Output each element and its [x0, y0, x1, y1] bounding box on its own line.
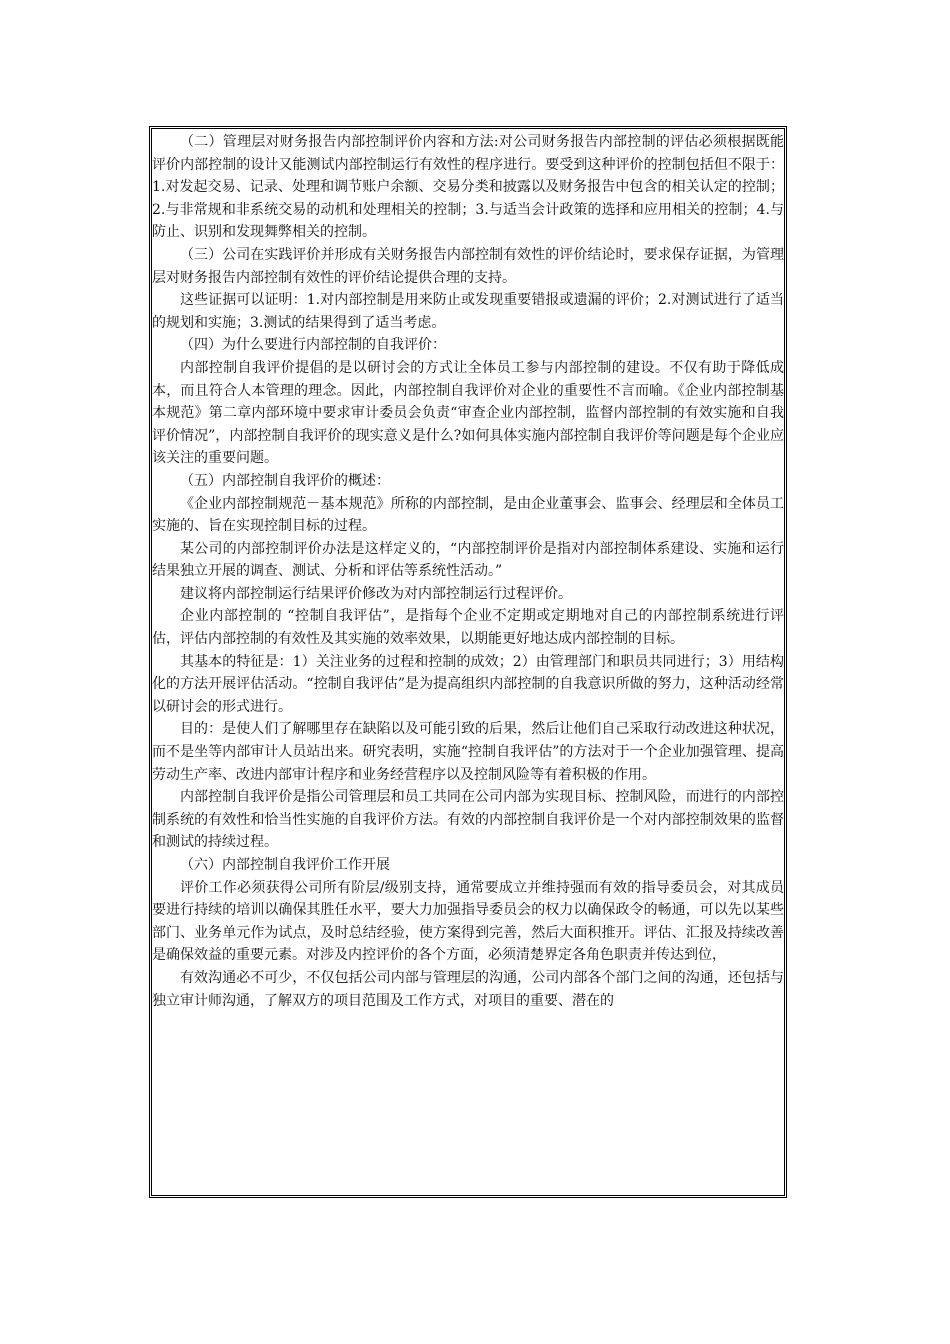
- paragraph: （四）为什么要进行内部控制的自我评价：: [180, 337, 446, 354]
- paragraph: （五）内部控制自我评价的概述：: [180, 472, 390, 489]
- paragraph: 企业内部控制的 “控制自我评估”，是指每个企业不定期或定期地对自己的内部控制系统进行评估，评估内部控制的有效性及其实施的效率效果，以期能更好地达成内部控制的目标。: [152, 608, 784, 648]
- paragraph: 《企业内部控制规范－基本规范》所称的内部控制，是由企业董事会、监事会、经理层和全体员工实施的、旨在实现控制目标的过程。: [152, 495, 784, 535]
- paragraph: 建议将内部控制运行结果评价修改为对内部控制运行过程评价。: [180, 585, 572, 602]
- paragraph: 其基本的特征是：1）关注业务的过程和控制的成效；2）由管理部门和职员共同进行；3）用结构化的方法开展评估活动。“控制自我评估”是为提高组织内部控制的自我意识所做的努力，这种活动经常以研讨会的形式进行。: [152, 653, 784, 715]
- document-body: [152, 129, 784, 1012]
- paragraph: 内部控制自我评价提倡的是以研讨会的方式让全体员工参与内部控制的建设。不仅有助于降低成本，而且符合人本管理的理念。因此，内部控制自我评价对企业的重要性不言而喻。《企业内部控制基本规范》第二章内部环境中要求审计委员会负责“审查企业内部控制，监督内部控制的有效实施和自我评价情况”，内部控制自我评价的现实意义是什么?如何具体实施内部控制自我评价等问题是每个企业应该关注的重要问题。: [152, 359, 784, 467]
- paragraph: （三）公司在实践评价并形成有关财务报告内部控制有效性的评价结论时，要求保存证据，为管理层对财务报告内部控制有效性的评价结论提供合理的支持。: [152, 246, 784, 286]
- paragraph: 这些证据可以证明：1.对内部控制是用来防止或发现重要错报或遗漏的评价；2.对测试进行了适当的规划和实施；3.测试的结果得到了适当考虑。: [152, 292, 784, 331]
- paragraph: （六）内部控制自我评价工作开展: [180, 857, 390, 873]
- paragraph: 评价工作必须获得公司所有阶层/级别支持，通常要成立并维持强而有效的指导委员会，对其成员要进行持续的培训以确保其胜任水平，要大力加强指导委员会的权力以确保政令的畅通，可以先以某些部门、业务单元作为试点，及时总结经验，使方案得到完善，然后大面积推开。评估、汇报及持续改善是确保效益的重要元素。对涉及内控评价的各个方面，必须清楚界定各角色职责并传达到位，: [152, 879, 784, 964]
- paragraph: 某公司的内部控制评价办法是这样定义的，“内部控制评价是指对内部控制体系建设、实施和运行结果独立开展的调查、测试、分析和评估等系统性活动。”: [152, 540, 784, 580]
- document-frame: [149, 126, 787, 1198]
- paragraph: 目的：是使人们了解哪里存在缺陷以及可能引致的后果，然后让他们自己采取行动改进这种状况，而不是坐等内部审计人员站出来。研究表明，实施“控制自我评估”的方法对于一个企业加强管理、提高劳动生产率、改进内部审计程序和业务经营程序以及控制风险等有着积极的作用。: [152, 721, 784, 783]
- paragraph: 内部控制自我评价是指公司管理层和员工共同在公司内部为实现目标、控制风险，而进行的内部控制系统的有效性和恰当性实施的自我评价方法。有效的内部控制自我评价是一个对内部控制效果的监督和测试的持续过程。: [152, 789, 784, 851]
- paragraph: 有效沟通必不可少，不仅包括公司内部与管理层的沟通，公司内部各个部门之间的沟通，还包括与独立审计师沟通，了解双方的项目范围及工作方式，对项目的重要、潜在的: [152, 969, 784, 1009]
- paragraph: （二）管理层对财务报告内部控制评价内容和方法:对公司财务报告内部控制的评估必须根据既能评价内部控制的设计又能测试内部控制运行有效性的程序进行。要受到这种评价的控制包括但不限于：1.对发起交易、记录、处理和调节账户余额、交易分类和披露以及财务报告中包含的相关认定的控制；2.与非常规和非系统交易的动机和处理相关的控制；3.与适当会计政策的选择和应用相关的控制；4.与防止、识别和发现舞弊相关的控制。: [152, 134, 784, 241]
